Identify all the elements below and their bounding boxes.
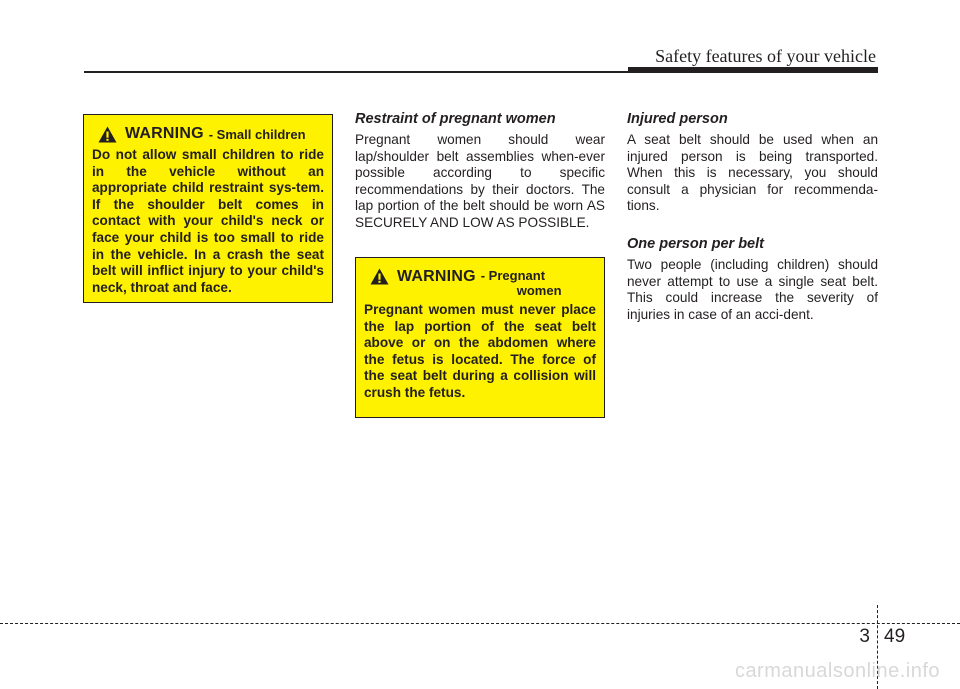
footer-rule	[0, 623, 960, 624]
warning-word: WARNING	[125, 125, 204, 142]
section-title-restraint-pregnant: Restraint of pregnant women	[355, 111, 556, 127]
warning-word: WARNING	[397, 268, 476, 285]
warning-subtitle-line2: women	[516, 283, 562, 298]
warning-subtitle	[481, 268, 562, 298]
page-number: 49	[884, 626, 906, 647]
paragraph-restraint-pregnant: Pregnant women should wear lap/shoulder belt assemblies when-ever possible according to specific recommendations by their doctors. The lap portion of the belt should be worn AS SECURELY AND LOW AS POSSIBLE.	[355, 132, 605, 230]
warning-box-small-children	[83, 114, 333, 303]
section-title-injured-person: Injured person	[627, 111, 728, 127]
header-title: Safety features of your vehicle	[655, 46, 876, 66]
paragraph-one-person: Two people (including children) should never attempt to use a single seat belt. This could increase the severity of injuries in case of an acci-dent.	[627, 257, 878, 322]
section-title-one-person: One person per belt	[627, 236, 764, 252]
warning-box-pregnant-women	[355, 257, 605, 418]
warning-triangle-icon	[98, 126, 117, 143]
warning-subtitle: - Small children	[208, 126, 306, 142]
warning-header	[92, 125, 324, 143]
watermark: carmanualsonline.info	[734, 660, 940, 682]
warning-subtitle-line1: - Pregnant	[480, 268, 546, 283]
warning-body: Do not allow small children to ride in the vehicle without an appropriate child restraint sys-tem. If the shoulder belt comes in contact with your child's neck or face your child is too small to ride in the vehicle. In a crash the seat belt will inflict injury to your child's neck, throat and face.	[92, 147, 324, 295]
page-chapter-number: 3	[859, 626, 870, 647]
warning-triangle-icon	[370, 268, 389, 285]
warning-header	[364, 268, 596, 298]
warning-body: Pregnant women must never place the lap portion of the seat belt above or on the abdomen where the fetus is located. The force of the seat belt during a collision will crush the fetus.	[364, 302, 596, 400]
header-tab-bar	[628, 67, 878, 73]
paragraph-injured-person: A seat belt should be used when an injured person is being transported. When this is necessary, you should consult a physician for recommenda-tions.	[627, 132, 878, 213]
